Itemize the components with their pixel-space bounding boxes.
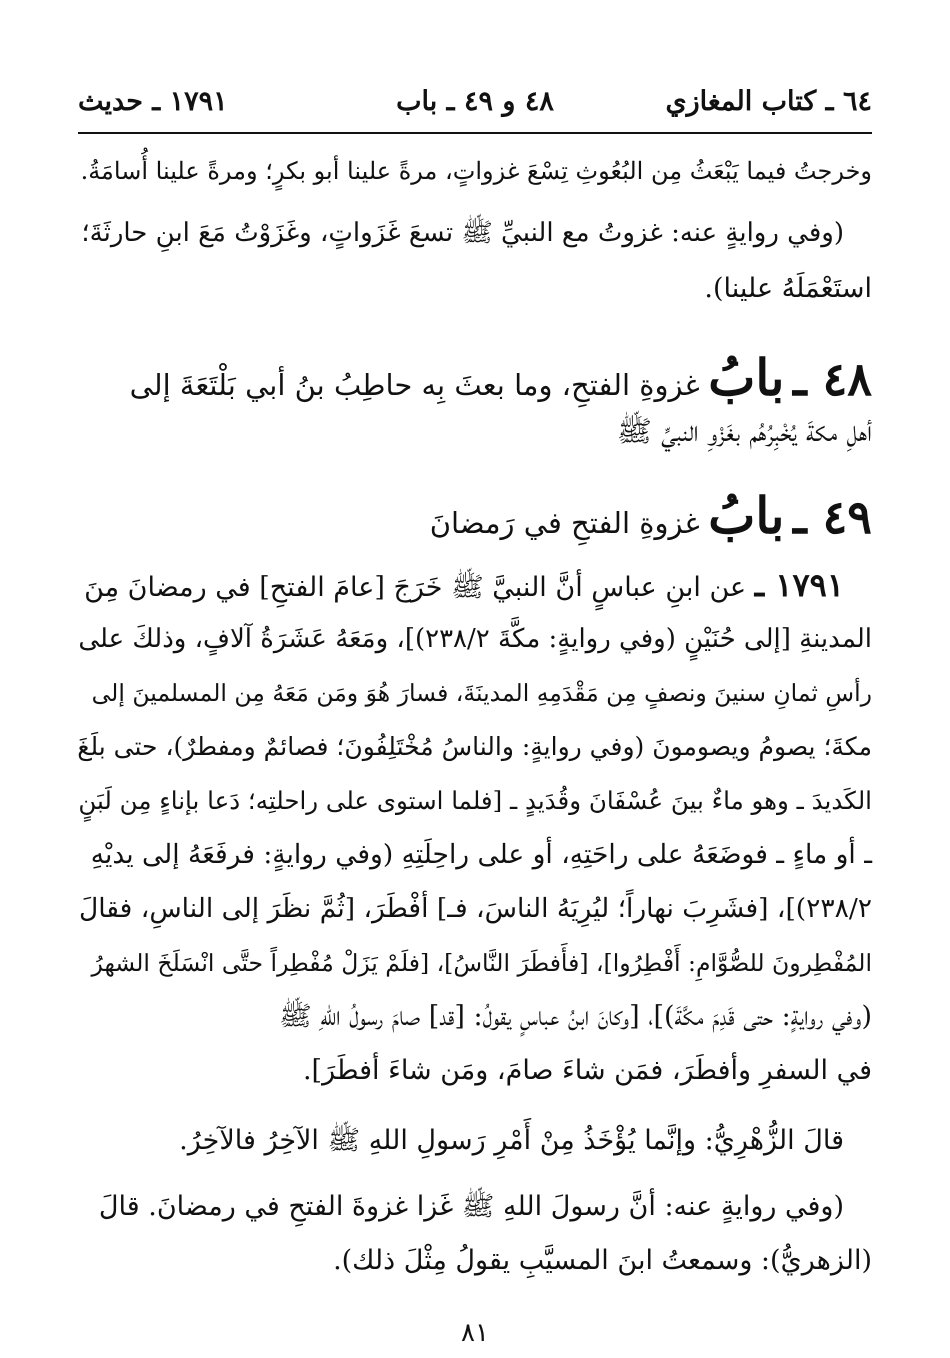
- riwaya-line-1: (وفي روايةٍ عنه: أنَّ رسولَ اللهِ ﷺ غَزا غزوةَ الفتحِ في رمضانَ. قالَ: [98, 1191, 844, 1222]
- zuhri-line-1: قالَ الزُّهْرِيُّ: وإنَّما يُؤْخَذُ مِنْ أَمْرِ رَسولِ اللهِ ﷺ الآخِرُ فالآخِرُ.: [179, 1125, 844, 1156]
- header-book-title: ٦٤ ـ كتاب المغازي: [665, 86, 872, 117]
- riwaya-line-2: (الزهريُّ): وسمعتُ ابنَ المسيَّبِ يقولُ مِثْلَ ذلك).: [333, 1245, 872, 1276]
- header-rule: [78, 132, 872, 134]
- intro-line-3: استَعْمَلَهُ علينا).: [704, 273, 872, 304]
- hadith-line-1-text: عن ابنِ عباسٍ أنَّ النبيَّ ﷺ خَرَجَ [عامَ الفتحِ] في رمضانَ مِنَ: [84, 572, 747, 603]
- hadith-line-6: ـ أو ماءٍ ـ فوضَعَهُ على راحَتِهِ، أو على راحِلَتِهِ (وفي روايةٍ: فرفَعَهُ إلى يديْهِ: [90, 839, 872, 870]
- hadith-line-10: في السفرِ وأفطَرَ، فمَن شاءَ صامَ، ومَن شاءَ أفطَرَ].: [302, 1055, 872, 1086]
- hadith-line-1: [78, 558, 872, 615]
- hadith-line-2: المدينةِ [إلى حُنَيْنٍ (وفي روايةٍ: مكَّةَ ٢٣٨/٢)]، ومَعَهُ عَشَرَةُ آلافٍ، وذلكَ على: [78, 624, 872, 654]
- intro-line-1: وخرجتُ فيما يَبْعَثُ مِن البُعُوثِ تِسْعَ غزواتٍ، مرةً علينا أبو بكرٍ؛ ومرةً علينا أُسامَةُ.: [80, 157, 872, 185]
- bab-49-title: غزوةِ الفتحِ في رَمضانَ: [429, 506, 700, 540]
- hadith-line-5: الكَديدَ ـ وهو ماءٌ بينَ عُسْفَانَ وقُدَيدٍ ـ [فلما استوى على راحلتِه؛ دَعا بإناءٍ مِن لَبَنٍ: [78, 786, 872, 815]
- hadith-line-8: المُفْطِرونَ للصُّوَّامِ: أَفْطِرُوا]، [فأَفطَرَ النَّاسُ]، [فلَمْ يَزَلْ مُفْطِراً حتَّى انْسَلَخَ الشهرُ: [91, 949, 872, 977]
- bab-49-number: ٤٩ ـ: [793, 490, 872, 544]
- hadith-number: ١٧٩١ ـ: [754, 566, 844, 604]
- intro-line-2: (وفي روايةٍ عنه: غزوتُ مع النبيِّ ﷺ تسعَ غَزَواتٍ، وغَزَوْتُ مَعَ ابنِ حارثَةَ؛: [81, 218, 844, 248]
- bab-48-title: غزوةِ الفتحِ، وما بعثَ بِه حاطِبُ بنُ أبي بَلْتَعَةَ إلى: [129, 368, 700, 402]
- header-hadith-number: ١٧٩١ ـ حديث: [78, 86, 228, 117]
- running-header: [78, 84, 872, 128]
- bab-48-word: بابُ: [708, 348, 785, 407]
- page-number: ٨١: [461, 1318, 489, 1348]
- hadith-line-9: (وفي روايةٍ: حتى قَدِمَ مكَّةَ)]، [وكانَ ابنُ عباسٍ يقولُ: [قد] صامَ رسولُ اللهِ ﷺ: [279, 1001, 872, 1032]
- hadith-line-3: رأسِ ثمانِ سنينَ ونصفٍ مِن مَقْدَمِهِ المدينَةَ، فسارَ هُوَ ومَن مَعَهُ مِن المسلمينَ إلى: [91, 679, 872, 707]
- hadith-line-4: مكةَ؛ يصومُ ويصومونَ (وفي روايةٍ: والناسُ مُخْتَلِفُونَ؛ فصائمٌ ومفطرٌ)، حتى بلَغَ: [77, 732, 872, 761]
- bab-49-heading: [78, 484, 872, 557]
- bab-48-title-line-2: أهلِ مكةَ يُخْبِرُهُم بغَزْوِ النبيِّ ﷺ: [616, 414, 872, 448]
- header-chapter: ٤٨ و ٤٩ ـ باب: [396, 86, 554, 117]
- hadith-line-7: ٢٣٨/٢)]، [فشَرِبَ نهاراً؛ ليُرِيَهُ الناسَ، فـ] أفْطَرَ، [ثُمَّ نظَرَ إلى الناسِ، فقالَ: [78, 893, 872, 924]
- bab-49-word: بابُ: [708, 486, 785, 545]
- bab-48-number: ٤٨ ـ: [793, 352, 872, 406]
